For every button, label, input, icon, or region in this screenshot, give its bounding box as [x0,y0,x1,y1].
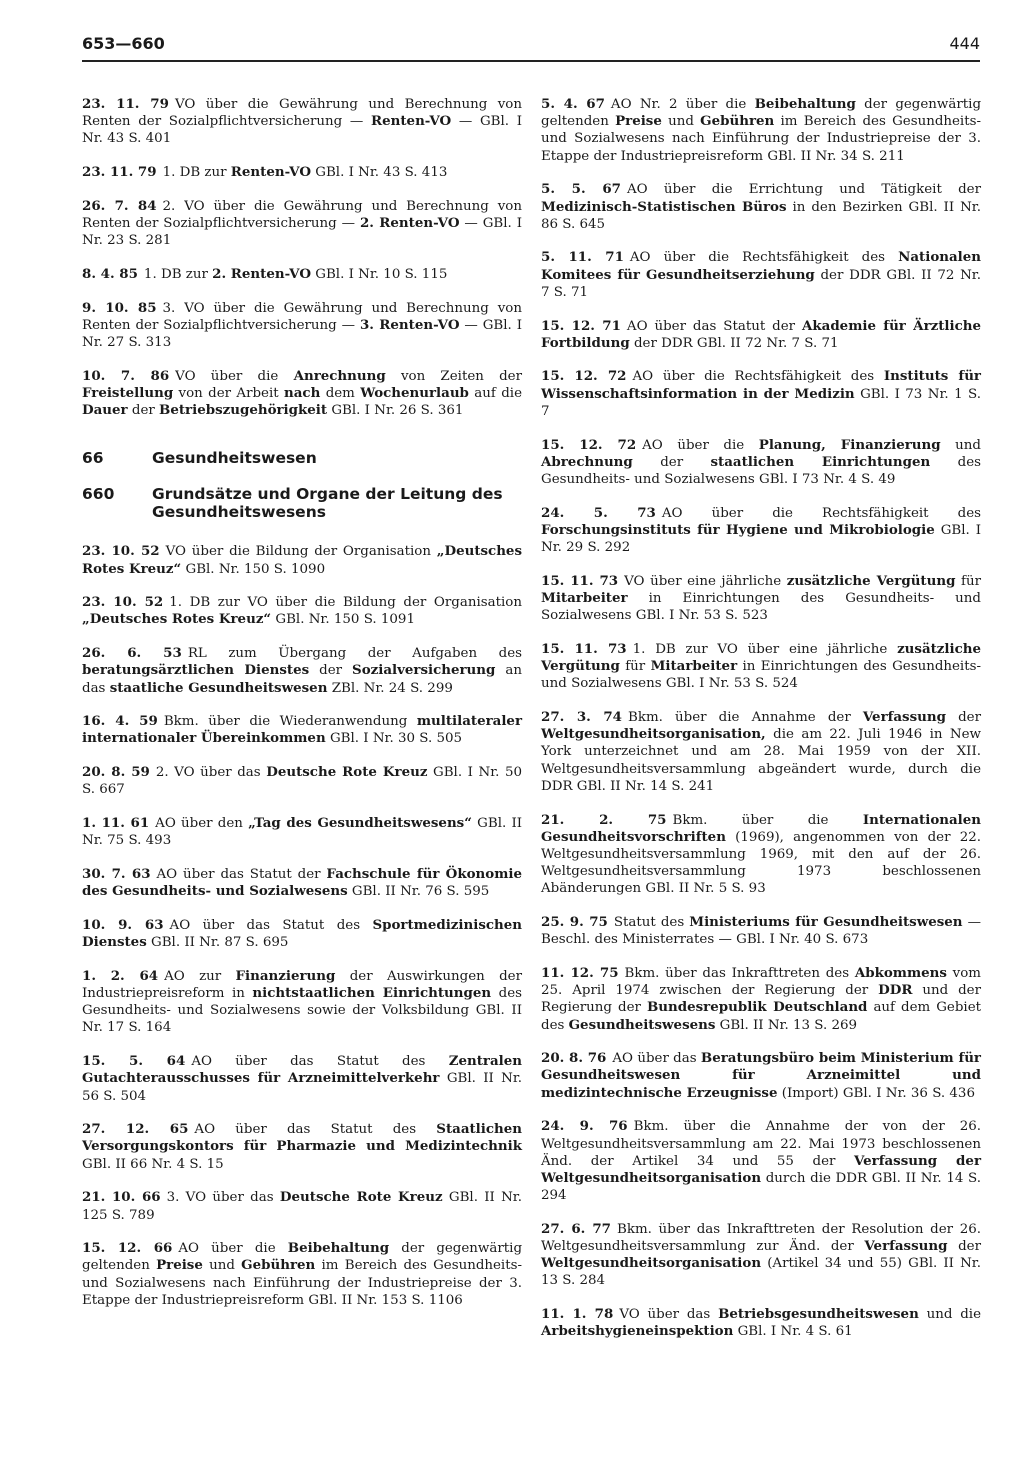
entry-keyword: Akademie für Ärztliche Fortbildung [541,317,982,351]
entry-keyword: Mitarbeiter [541,589,628,606]
entry-keyword: Instituts für Wissenschaftsinformation in der Medizin [541,368,981,402]
entry-keyword: Arbeitshygieneinspektion [541,1323,734,1340]
entry-text: ZBl. Nr. 24 S. 299 [327,680,453,696]
law-entry [541,573,981,625]
entry-keyword: Medizinisch-Statistischen Büros [541,198,787,215]
entry-text: (Artikel 34 und 55) GBl. II Nr. 13 S. 284 [541,1256,981,1289]
entry-text: von der Arbeit [173,385,285,401]
law-entry [541,641,981,693]
law-entry [541,914,981,948]
entry-text: und die [918,1307,981,1323]
entry-keyword: Weltgesundheitsorganisation [541,1255,762,1272]
law-entry [82,96,522,148]
entry-text: und [202,1258,242,1274]
entry-keyword: Dauer [82,402,128,419]
entry-date: 21. 2. 75 [541,811,667,828]
entry-text: und [661,114,701,130]
entry-text: Bkm. über das Inkrafttreten der Resolution der 26. Weltgesundheitsversammlung zur Änd. der [541,1221,981,1255]
entry-text: VO über die Bildung der Organisation [165,544,437,560]
right-column [541,96,981,1357]
entry-keyword: Gesundheitswesens [568,1016,716,1033]
entry-date: 15. 12. 72 [541,436,637,453]
entry-text: für [619,659,651,675]
entry-text: GBl. Nr. 150 S. 1090 [181,561,326,577]
entry-text: Statut des [613,915,690,931]
section-title: Grundsätze und Organe der Leitung des Gesundheitswesens [152,485,503,522]
entry-text: AO Nr. 2 über die [610,97,755,112]
entry-keyword: Preise [615,113,662,130]
law-entry [82,198,522,250]
law-entry [82,1189,522,1223]
law-entry [541,709,981,795]
entry-keyword: Beratungsbüro beim Ministerium für Gesundheitswesen für Arzneimittel und medizintechnische Erzeugnisse [541,1050,981,1101]
entry-text: der DDR GBl. II 72 Nr. 7 S. 71 [629,335,839,351]
entry-text: 2. VO über das [155,765,267,781]
entry-text: Bkm. über die Annahme der von der 26. Weltgesundheitsversammlung am 22. Mai 1973 beschlossenen Änd. der Artikel 34 und 55 der [541,1119,982,1169]
entry-date: 15. 12. 66 [82,1240,173,1257]
entry-date: 23. 11. 79 [82,164,157,181]
entry-keyword: staatliche Gesundheitswesen [109,679,328,696]
entry-text: vom 25. April 1974 zwischen der Regierung der [541,965,981,999]
entry-list-health [82,543,522,1309]
entry-date: 9. 10. 85 [82,299,157,316]
entry-text: Bkm. über die Annahme der [627,709,863,725]
law-entry [82,1121,522,1173]
entry-text: GBl. II Nr. 76 S. 595 [347,884,490,900]
entry-keyword: Verfassung [864,1238,948,1255]
entry-text: und [940,437,981,453]
entry-keyword: Freistellung [82,384,174,401]
entry-text: AO über die [642,437,759,453]
entry-text: AO über den [155,816,249,832]
entry-keyword: Beibehaltung [754,96,856,112]
entry-date: 1. 2. 64 [82,967,159,984]
entry-keyword: Abrechnung [541,453,633,470]
entry-keyword: DDR [878,982,913,999]
entry-keyword: „Tag des Gesundheitswesens“ [248,815,472,832]
header-rule [82,60,980,62]
entry-date: 10. 9. 63 [82,916,164,933]
entry-text: der [945,709,982,725]
entry-text: auf die [468,385,523,401]
entry-text: AO über die Rechtsfähigkeit des [629,250,899,266]
law-entry [541,318,981,352]
entry-keyword: 2. Renten-VO [359,215,460,232]
entry-keyword: Weltgesundheitsorganisation, [541,726,766,743]
entry-text: des Gesundheits- und Sozialwesens GBl. I 73 Nr. 4 S. 49 [541,454,982,487]
entry-date: 15. 11. 73 [541,640,627,657]
law-entry [541,1221,981,1290]
entry-text: AO über die [178,1241,288,1257]
entry-date: 23. 10. 52 [82,543,160,560]
entry-date: 27. 12. 65 [82,1121,189,1138]
entry-list-pension [82,96,522,419]
entry-text: GBl. II Nr. 125 S. 789 [82,1190,522,1223]
entry-keyword: 3. Renten-VO [359,316,460,333]
entry-range: 653—660 [82,34,165,53]
entry-text: GBl. I 73 Nr. 1 S. 7 [541,386,981,419]
section-number: 660 [82,485,115,504]
law-entry [82,764,522,798]
entry-date: 5. 11. 71 [541,249,624,266]
entry-keyword: Fachschule für Ökonomie des Gesundheits- und Sozialwesens [82,865,522,900]
entry-text: dem [320,385,361,401]
section-heading-660 [82,485,522,521]
entry-keyword: staatlichen Einrichtungen [710,453,931,470]
entry-text: GBl. II Nr. 87 S. 695 [146,935,289,951]
entry-date: 8. 4. 85 [82,265,138,282]
law-entry [82,1053,522,1105]
entry-date: 5. 5. 67 [541,181,621,198]
entry-text: AO über das Statut des [191,1054,449,1070]
law-entry [82,266,522,283]
entry-keyword: Forschungsinstituts für Hygiene und Mikrobiologie [541,521,935,538]
law-entry [541,96,981,165]
entry-text: AO über das [612,1051,701,1067]
entry-text: GBl. Nr. 150 S. 1091 [271,612,415,628]
entry-keyword: Renten-VO [370,113,452,130]
entry-keyword: Betriebszugehörigkeit [159,402,328,419]
law-entry [541,812,981,898]
entry-keyword: Deutsche Rote Kreuz [279,1189,443,1206]
entry-keyword: Deutsche Rote Kreuz [266,764,428,781]
entry-text: 1. DB zur [143,266,213,282]
entry-text: 1. DB zur [162,165,231,181]
entry-keyword: Nationalen Komitees für Gesundheitserziehung [541,249,981,283]
entry-text: 1. DB zur VO über eine jährliche [632,641,898,657]
entry-date: 15. 11. 73 [541,572,619,589]
entry-keyword: zusätzliche Vergütung [786,572,956,589]
entry-date: 15. 12. 72 [541,368,627,385]
law-entry [541,437,981,489]
entry-date: 21. 10. 66 [82,1189,161,1206]
entry-date: 5. 4. 67 [541,96,605,112]
law-entry [82,368,522,420]
entry-text: der [127,403,160,419]
entry-text: — Beschl. des Ministerrates — GBl. I Nr. 40 S. 673 [541,915,981,948]
entry-text: Bkm. über die [672,812,863,828]
entry-date: 24. 9. 76 [541,1118,628,1135]
law-entry [541,1050,981,1102]
entry-text: und der Regierung der [541,983,981,1016]
entry-date: 30. 7. 63 [82,865,151,882]
entry-date: 11. 1. 78 [541,1306,614,1323]
entry-text: die am 22. Juli 1946 in New York unterzeichnet und am 28. Mai 1959 von der XII. Weltgesundheitsversammlung abgeändert wurde, durch die DDR GBl. II Nr. 14 S. 241 [541,727,981,794]
entry-text: GBl. I Nr. 26 S. 361 [327,403,464,419]
entry-date: 23. 11. 79 [82,96,169,112]
entry-text: 1. DB zur VO über die Bildung der Organisation [169,595,522,611]
entry-date: 15. 12. 71 [541,317,621,334]
entry-date: 15. 5. 64 [82,1053,186,1070]
law-entry [541,1306,981,1340]
law-entry [541,505,981,557]
entry-text: an das [82,663,522,696]
entry-text: der [309,663,353,679]
entry-text: VO über die Gewährung und Berechnung von Renten der Sozialpflichtversicherung — [82,97,522,130]
entry-keyword: Bundesrepublik Deutschland [646,999,868,1016]
left-column [82,96,522,1326]
entry-date: 26. 6. 53 [82,645,182,662]
entry-keyword: Mitarbeiter [650,658,738,675]
law-entry [541,1118,981,1204]
entry-text: GBl. I Nr. 10 S. 115 [311,266,448,282]
entry-text: GBl. II Nr. 56 S. 504 [82,1071,523,1104]
entry-keyword: Renten-VO [230,164,311,181]
entry-text: auf dem Gebiet des [541,1000,982,1033]
entry-keyword: Abkommens [854,964,947,981]
entry-text: GBl. I Nr. 29 S. 292 [541,522,981,556]
entry-date: 16. 4. 59 [82,713,158,730]
entry-keyword: Gebühren [241,1257,316,1274]
law-entry [82,543,522,577]
entry-keyword: Ministeriums für Gesundheitswesen [689,914,963,931]
entry-text: AO über das Statut der [626,318,802,334]
entry-text: von Zeiten der [385,368,522,384]
entry-keyword: multilateraler internationaler Übereinkommen [82,713,522,747]
entry-keyword: Planung, Finanzierung [758,436,941,453]
entry-date: 26. 7. 84 [82,197,157,214]
law-entry [82,1240,522,1309]
entry-text: AO über das Statut der [156,866,327,882]
law-entry [82,594,522,628]
entry-keyword: beratungsärztlichen Dienstes [82,662,310,679]
entry-text: GBl. I Nr. 4 S. 61 [733,1324,853,1340]
entry-text: AO über die Errichtung und Tätigkeit der [626,182,982,198]
entry-text: AO zur [164,968,236,984]
entry-keyword: 2. Renten-VO [212,265,311,282]
entry-text: im Bereich des Gesundheits- und Sozialwesens nach Einführung der Industriepreise der 3. Etappe der Industriepreisreform GBl. II Nr. 153 S. 1106 [82,1258,522,1308]
entry-text: Bkm. über die Wiederanwendung [163,714,417,730]
entry-keyword: Internationalen Gesundheitsvorschriften [541,811,982,845]
entry-text: (1969), angenommen von der 22. Weltgesundheitsversammlung 1969, mit den auf der 26. Weltgesundheitsversammlung 1973 beschlossenen Abänderungen GBl. II Nr. 5 S. 93 [541,829,981,897]
entry-text: AO über das Statut des [169,917,373,933]
page-number: 444 [949,34,980,53]
entry-text: 3. VO über das [166,1190,280,1206]
law-entry [82,645,522,697]
entry-text: GBl. I Nr. 43 S. 413 [311,165,448,181]
entry-keyword: nach [284,384,321,401]
entry-keyword: Betriebsgesundheitswesen [718,1306,919,1323]
entry-text: — GBl. I Nr. 27 S. 313 [82,317,522,351]
law-entry [541,249,981,301]
law-entry [82,815,522,849]
law-entry [82,164,522,181]
entry-text: der DDR GBl. II 72 Nr. 7 S. 71 [541,267,981,300]
entry-date: 20. 8. 76 [541,1050,607,1067]
entry-text: GBl. II Nr. 13 S. 269 [715,1017,858,1033]
section-number: 66 [82,449,104,468]
law-entry [82,713,522,747]
entry-text: für [955,573,981,589]
section-title: Gesundheitswesen [152,449,317,468]
entry-text: (Import) GBl. I Nr. 36 S. 436 [777,1085,975,1101]
law-entry [541,181,981,233]
entry-keyword: Beibehaltung [287,1240,390,1257]
entry-text: VO über eine jährliche [624,573,787,589]
entry-keyword: Verfassung [862,708,946,725]
entry-keyword: Sozialversicherung [352,662,496,679]
entry-date: 23. 10. 52 [82,594,164,611]
entry-date: 20. 8. 59 [82,764,150,781]
entry-list-health-continued [541,96,981,1341]
entry-date: 11. 12. 75 [541,964,619,981]
entry-date: 24. 5. 73 [541,504,656,521]
entry-text: der Auswirkungen der Industriepreisreform in [82,968,523,1001]
entry-text: GBl. I Nr. 30 S. 505 [325,731,463,747]
entry-keyword: Sportmedizinischen Dienstes [82,916,523,951]
entry-text: GBl. I Nr. 50 S. 667 [82,765,522,798]
entry-date: 27. 3. 74 [541,708,622,725]
entry-text: der gegenwärtig geltenden [82,1241,523,1274]
entry-text: im Bereich des Gesundheits- und Sozialwesens nach Einführung der Industriepreise der 3. Etappe der Industriepreisreform GBl. II Nr. 34 S. 211 [541,114,981,164]
entry-text: der gegenwärtig geltenden [541,97,982,130]
entry-keyword: Staatlichen Versorgungskontors für Pharmazie und Medizintechnik [82,1121,522,1155]
entry-text: in Einrichtungen des Gesundheits- und Sozialwesens GBl. I Nr. 53 S. 524 [541,659,981,692]
entry-text: VO über die [175,368,294,384]
entry-keyword: nichtstaatlichen Einrichtungen [252,985,492,1001]
entry-text: AO über das Statut des [194,1122,437,1138]
law-entry [82,917,522,951]
entry-date: 27. 6. 77 [541,1220,611,1237]
entry-keyword: zusätzliche Vergütung [541,640,981,675]
entry-text: der [632,454,711,470]
entry-keyword: Zentralen Gutachterausschusses für Arzneimittelverkehr [82,1053,523,1087]
entry-text: AO über die Rechtsfähigkeit des [661,505,981,521]
entry-text: AO über die Rechtsfähigkeit des [632,369,884,385]
entry-text: Bkm. über das Inkrafttreten des [624,965,855,981]
section-heading-66 [82,449,522,467]
entry-text: GBl. II Nr. 75 S. 493 [82,816,523,849]
entry-text: VO über das [619,1307,719,1323]
entry-text: in den Bezirken GBl. II Nr. 86 S. 645 [541,199,981,232]
entry-text: — GBl. I Nr. 23 S. 281 [82,216,522,249]
entry-text: GBl. II 66 Nr. 4 S. 15 [82,1156,224,1172]
entry-text: des Gesundheits- und Sozialwesens sowie der Volksbildung GBl. II Nr. 17 S. 164 [82,986,522,1036]
entry-keyword: Preise [156,1257,203,1274]
entry-keyword: Verfassung der Weltgesundheitsorganisation [541,1152,981,1186]
law-entry [82,866,522,900]
entry-text: RL zum Übergang der Aufgaben des [187,646,523,662]
entry-date: 25. 9. 75 [541,914,608,931]
entry-keyword: Wochenurlaub [360,384,469,401]
entry-text: 2. VO über die Gewährung und Berechnung von Renten der Sozialpflichtversicherung — [82,198,522,232]
entry-keyword: „Deutsches Rotes Kreuz“ [82,543,522,577]
law-entry [541,368,981,420]
law-entry [82,968,522,1037]
entry-text: — GBl. I Nr. 43 S. 401 [82,114,522,147]
entry-keyword: „Deutsches Rotes Kreuz“ [82,611,272,628]
entry-text: 3. VO über die Gewährung und Berechnung von Renten der Sozialpflichtversicherung — [82,300,522,333]
entry-date: 10. 7. 86 [82,367,170,384]
entry-date: 1. 11. 61 [82,815,150,832]
law-entry [82,300,522,352]
entry-text: in Einrichtungen des Gesundheits- und Sozialwesens GBl. I Nr. 53 S. 523 [541,590,981,624]
entry-text: der [947,1239,982,1255]
entry-keyword: Finanzierung [235,967,336,984]
entry-text: durch die DDR GBl. II Nr. 14 S. 294 [541,1170,981,1204]
entry-keyword: Gebühren [700,113,775,130]
law-entry [541,965,981,1034]
entry-keyword: Anrechnung [293,367,386,384]
